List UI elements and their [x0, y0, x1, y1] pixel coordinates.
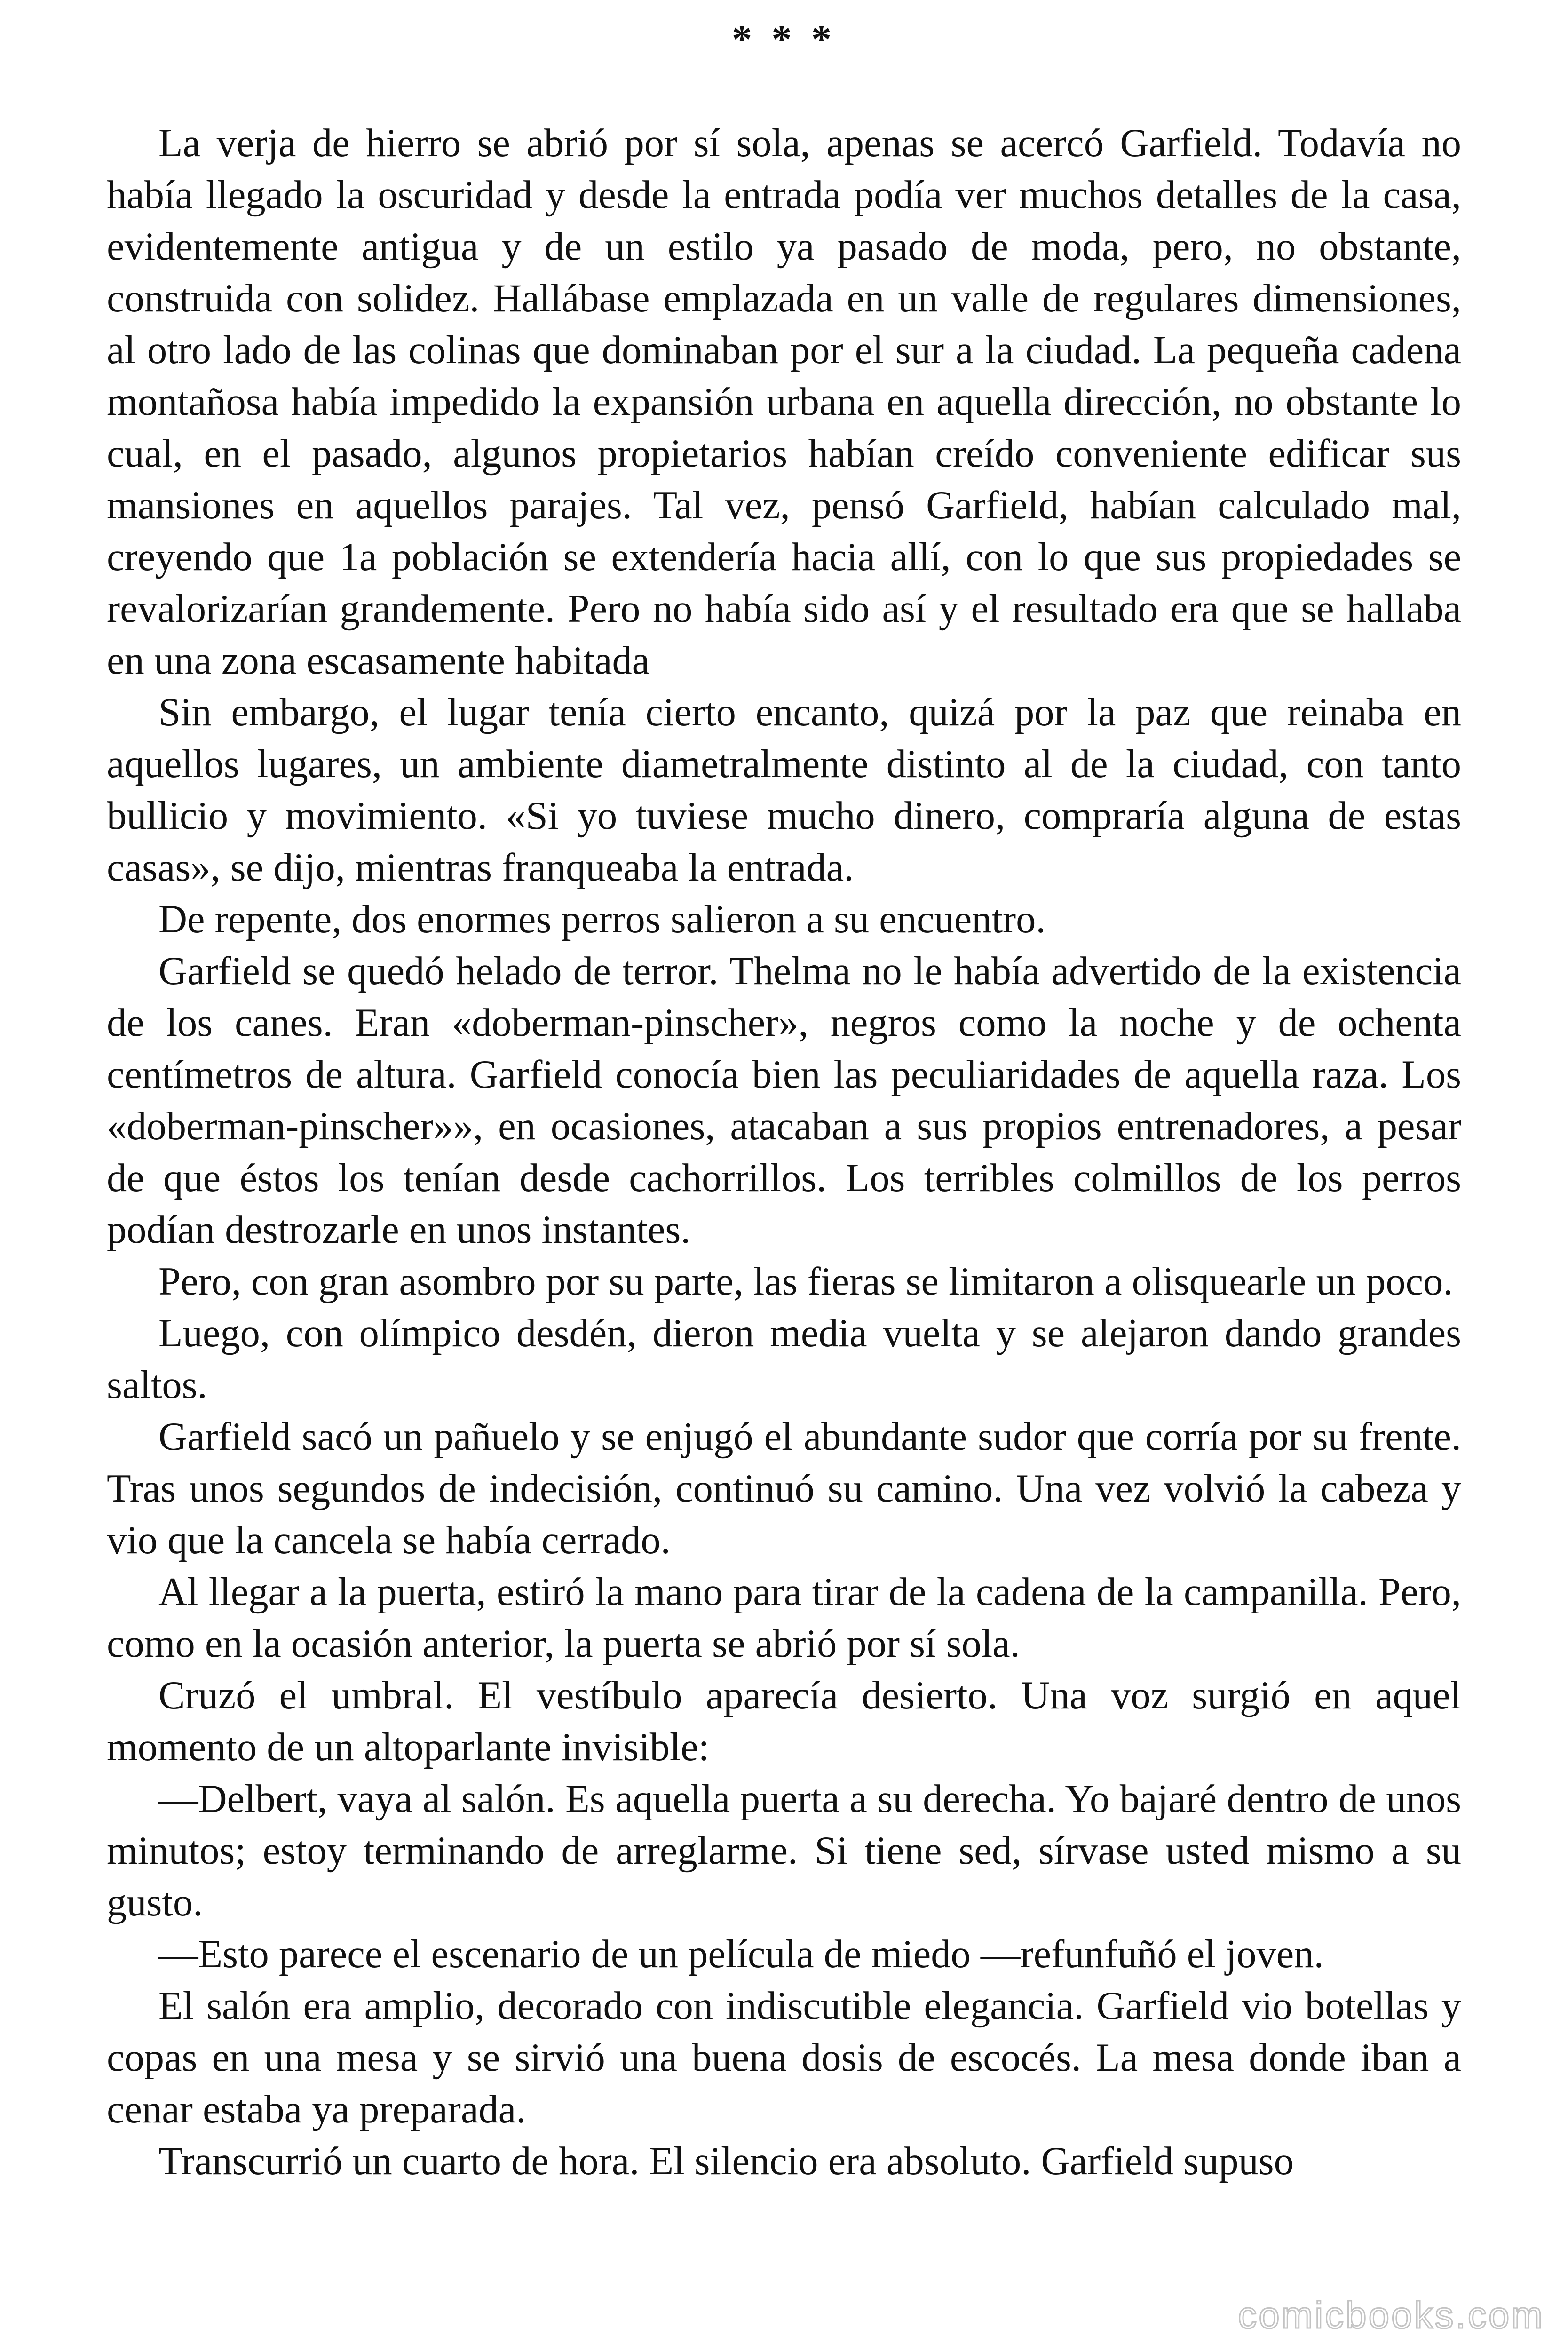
- paragraph: La verja de hierro se abrió por sí sola, apenas se acercó Garfield. Todavía no había llegado la oscuridad y desde la entrada podía ver muchos detalles de la casa, evidentemente antigua y de un estilo ya pasado de moda, pero, no obstante, construida con solidez. Hallábase emplazada en un valle de regulares dimensiones, al otro lado de las colinas que dominaban por el sur a la ciudad. La pequeña cadena montañosa había impedido la expansión urbana en aquella dirección, no obstante lo cual, en el pasado, algunos propietarios habían creído conveniente edificar sus mansiones en aquellos parajes. Tal vez, pensó Garfield, habían calculado mal, creyendo que 1a población se extendería hacia allí, con lo que sus propiedades se revalorizarían grandemente. Pero no había sido así y el resultado era que se hallaba en una zona escasamente habitada: [107, 121, 1461, 683]
- paragraph: Garfield se quedó helado de terror. Thelma no le había advertido de la existencia de los canes. Eran «doberman-pinscher», negros como la noche y de ochenta centímetros de altura. Garfield conocía bien las peculiaridades de aquella raza. Los «doberman-pinscher»», en ocasiones, atacaban a sus propios entrenadores, a pesar de que éstos los tenían desde cachorrillos. Los terribles colmillos de los perros podían destrozarle en unos instantes.: [107, 949, 1461, 1252]
- paragraph: Pero, con gran asombro por su parte, las fieras se limitaron a olisquearle un poco.: [158, 1260, 1453, 1303]
- watermark: comicbooks.com: [1238, 2294, 1544, 2336]
- paragraph: Luego, con olímpico desdén, dieron media vuelta y se alejaron dando grandes saltos.: [107, 1311, 1461, 1407]
- paragraph: El salón era amplio, decorado con indiscutible elegancia. Garfield vio botellas y copas en una mesa y se sirvió una buena dosis de escocés. La mesa donde iban a cenar estaba ya preparada.: [107, 1984, 1461, 2131]
- paragraph: Sin embargo, el lugar tenía cierto encanto, quizá por la paz que reinaba en aquellos lugares, un ambiente diametralmente distinto al de la ciudad, con tanto bullicio y movimiento. «Si yo tuviese mucho dinero, compraría alguna de estas casas», se dijo, mientras franqueaba la entrada.: [107, 691, 1461, 890]
- paragraph: —Delbert, vaya al salón. Es aquella puerta a su derecha. Yo bajaré dentro de unos minutos; estoy terminando de arreglarme. Si tiene sed, sírvase usted mismo a su gusto.: [107, 1777, 1461, 1924]
- paragraph: De repente, dos enormes perros salieron a su encuentro.: [158, 898, 1046, 941]
- paragraph: Transcurrió un cuarto de hora. El silencio era absoluto. Garfield supuso: [158, 2139, 1294, 2183]
- paragraph: —Esto parece el escenario de un película de miedo —refunfuñó el joven.: [158, 1932, 1324, 1976]
- paragraph: Cruzó el umbral. El vestíbulo aparecía desierto. Una voz surgió en aquel momento de un altoparlante invisible:: [107, 1674, 1461, 1769]
- paragraph: Garfield sacó un pañuelo y se enjugó el abundante sudor que corría por su frente. Tras unos segundos de indecisión, continuó su camino. Una vez volvió la cabeza y vio que la cancela se había cerrado.: [107, 1415, 1461, 1562]
- body-text: [107, 118, 1461, 2187]
- section-separator: * * *: [732, 16, 836, 62]
- paragraph: Al llegar a la puerta, estiró la mano para tirar de la cadena de la campanilla. Pero, como en la ocasión anterior, la puerta se abrió por sí sola.: [107, 1570, 1461, 1666]
